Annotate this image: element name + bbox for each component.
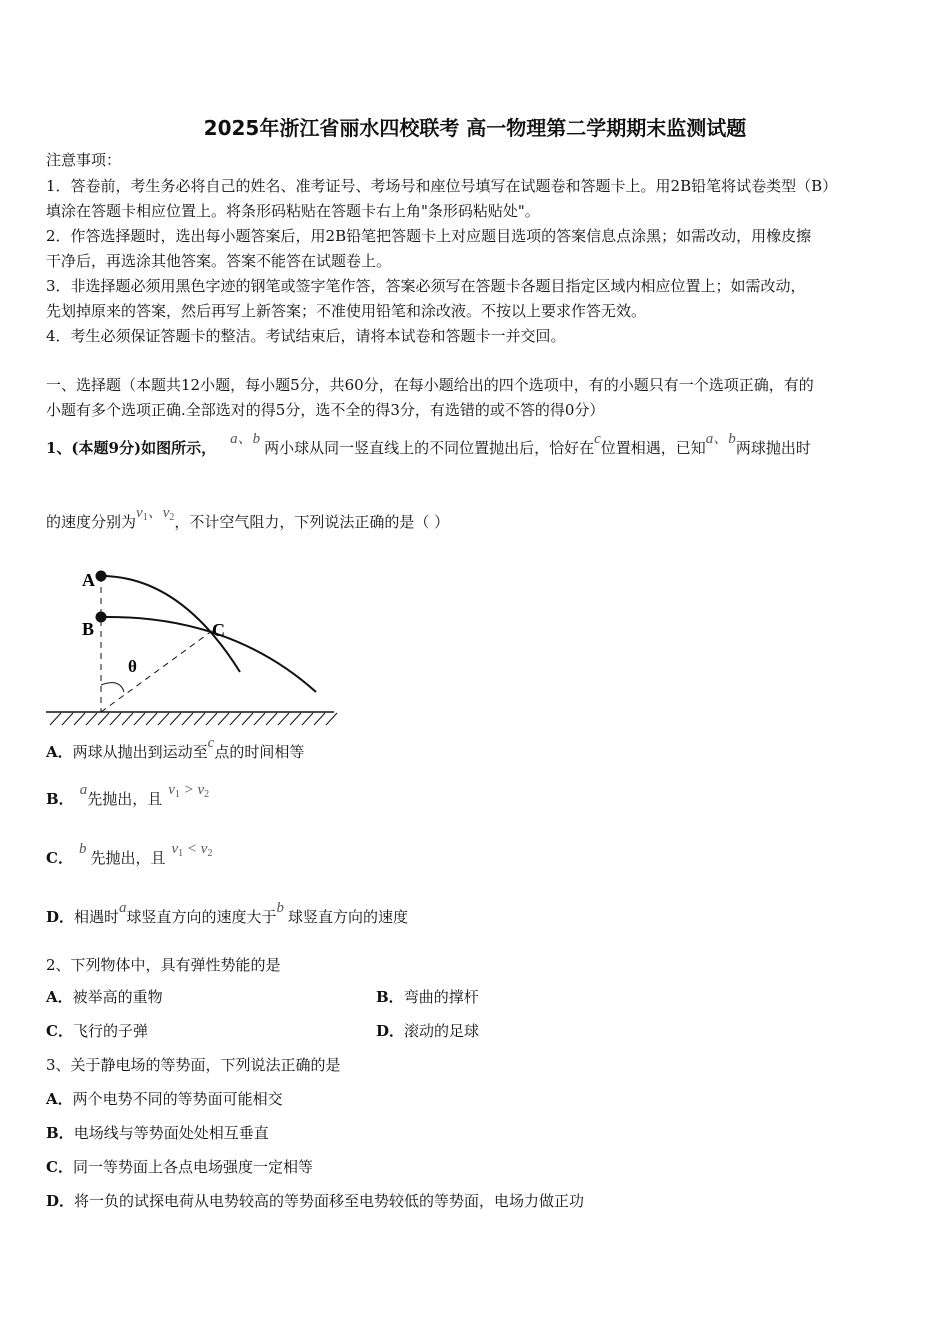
v-symbol: v (200, 841, 208, 857)
ball-a (96, 571, 107, 582)
option-text: 被举高的重物 (72, 988, 163, 1006)
option-label: C． (46, 1158, 73, 1176)
option-text: 滚动的足球 (404, 1022, 480, 1040)
option-text: 相遇时 (74, 908, 120, 926)
option-label: D． (46, 1192, 75, 1210)
q3-option-b[interactable] (46, 1123, 269, 1143)
option-label: A． (46, 988, 73, 1006)
hatch-line (122, 713, 133, 725)
v-symbol: v (168, 782, 175, 798)
option-label: D． (376, 1022, 405, 1040)
option-label: C． (46, 849, 73, 867)
option-label: B． (46, 1124, 74, 1142)
option-label: A． (46, 1090, 73, 1108)
hatch-line (74, 713, 85, 725)
option-label: B． (46, 790, 74, 808)
subscript: 2 (169, 512, 175, 523)
label-c: C (212, 620, 225, 640)
hatch-line (98, 713, 109, 725)
subscript: 1 (174, 789, 180, 800)
q1-var-c: c (594, 431, 601, 447)
q2-stem: 2、下列物体中，具有弹性势能的是 (46, 956, 281, 974)
theta-arc (101, 683, 124, 692)
subscript: 2 (204, 789, 210, 800)
notice-line: 先划掉原来的答案，然后再写上新答案；不准使用铅笔和涂改液。不按以上要求作答无效。 (46, 302, 647, 320)
hatch-line (218, 713, 229, 725)
v-symbol: v (162, 505, 170, 521)
hatch-line (62, 713, 73, 725)
q1-text: ，不计空气阻力，下列说法正确的是（ ） (174, 513, 450, 531)
hatch-line (134, 713, 145, 725)
subscript: 1 (142, 512, 148, 523)
option-label: D． (46, 908, 75, 926)
q1-stem-line1 (46, 431, 811, 459)
q1-stem-line2 (46, 505, 450, 538)
page-title: 2025年浙江省丽水四校联考 高一物理第二学期期末监测试题 (203, 116, 747, 140)
hatch-line (146, 713, 157, 725)
q1-figure (40, 560, 340, 730)
var-b: b (78, 841, 87, 857)
option-text: 先抛出，且 (90, 849, 166, 867)
notice-line: 1．答卷前，考生务必将自己的姓名、准考证号、考场号和座位号填写在试题卷和答题卡上。用2B铅笔将试卷类型（B） (46, 177, 838, 195)
hatch-line (278, 713, 289, 725)
q1-text: 位置相遇，已知 (600, 439, 706, 457)
option-text: 先抛出，且 (87, 790, 163, 808)
q1-var-v2 (163, 505, 175, 521)
q3-option-c[interactable] (46, 1157, 313, 1177)
option-text: 将一负的试探电荷从电势较高的等势面移至电势较低的等势面，电场力做正功 (74, 1192, 585, 1210)
q1-text: 的速度分别为 (46, 513, 137, 531)
notice-line: 干净后，再选涂其他答案。答案不能答在试题卷上。 (46, 252, 392, 270)
q2-option-b[interactable] (376, 987, 479, 1007)
hatch-line (206, 713, 217, 725)
q1-text: 两小球从同一竖直线上的不同位置抛出后，恰好在 (264, 439, 595, 457)
ground-hatch-lines (50, 713, 337, 725)
q1-var-ab: a、b (230, 431, 261, 447)
hatch-line (326, 713, 337, 725)
q1-var-v1 (136, 505, 148, 521)
option-label: B． (376, 988, 404, 1006)
q1-text: 两球抛出时 (735, 439, 811, 457)
label-a: A (82, 570, 95, 590)
hatch-line (230, 713, 241, 725)
q1-prefix: 1、(本题9分)如图所示， (46, 439, 217, 457)
notice-line: 2．作答选择题时，选出每小题答案后，用2B铅笔把答题卡上对应题目选项的答案信息点涂黑；如需改动，用橡皮擦 (46, 227, 812, 245)
v-symbol: v (171, 841, 179, 857)
hatch-line (290, 713, 301, 725)
q2-option-d[interactable] (376, 1021, 479, 1041)
q2-option-c[interactable] (46, 1021, 148, 1041)
q1-option-c[interactable] (46, 841, 213, 874)
slant-dashed-line (101, 628, 216, 712)
hatch-line (110, 713, 121, 725)
hatch-line (86, 713, 97, 725)
hatch-line (314, 713, 325, 725)
section-heading-cont: 小题有多个选项正确.全部选对的得5分，选不全的得3分，有选错的或不答的得0分） (46, 401, 605, 419)
hatch-line (266, 713, 277, 725)
q1-option-b[interactable] (46, 782, 210, 815)
option-label: A． (46, 743, 73, 761)
q1-option-d[interactable] (46, 900, 409, 928)
notice-line: 4．考生必须保证答题卡的整洁。考试结束后，请将本试卷和答题卡一并交回。 (46, 327, 566, 345)
option-text: 弯曲的撑杆 (403, 988, 479, 1006)
subscript: 1 (178, 848, 184, 859)
hatch-line (302, 713, 313, 725)
v-symbol: v (136, 505, 143, 521)
v-symbol: v (197, 782, 205, 798)
q1-var-ab: a、b (705, 431, 736, 447)
hatch-line (194, 713, 205, 725)
option-text: 电场线与等势面处处相互垂直 (73, 1124, 269, 1142)
q1-option-a[interactable] (46, 735, 305, 763)
hatch-line (254, 713, 265, 725)
option-text: 球竖直方向的速度大于 (126, 908, 277, 926)
option-text: 飞行的子弹 (72, 1022, 148, 1040)
q3-stem: 3、关于静电场的等势面，下列说法正确的是 (46, 1056, 341, 1074)
label-b: B (82, 619, 95, 639)
separator: 、 (147, 505, 163, 521)
subscript: 2 (207, 848, 213, 859)
hatch-line (158, 713, 169, 725)
relation-symbol: > (183, 782, 194, 798)
hatch-line (50, 713, 61, 725)
label-theta: θ (128, 657, 137, 676)
option-text: 同一等势面上各点电场强度一定相等 (72, 1158, 313, 1176)
option-text: 球竖直方向的速度 (288, 908, 409, 926)
ball-b (96, 612, 107, 623)
hatch-line (242, 713, 253, 725)
var-b: b (276, 900, 285, 916)
q3-option-a[interactable] (46, 1089, 283, 1109)
section-heading: 一、选择题（本题共12小题，每小题5分，共60分，在每小题给出的四个选项中，有的小题只有一个选项正确，有的 (46, 376, 814, 394)
hatch-line (170, 713, 181, 725)
notice-line: 填涂在答题卡相应位置上。将条形码粘贴在答题卡右上角"条形码粘贴处"。 (46, 202, 540, 220)
q3-option-d[interactable] (46, 1191, 584, 1211)
option-label: C． (46, 1022, 73, 1040)
option-text: 点的时间相等 (214, 743, 305, 761)
relation-symbol: < (186, 841, 198, 857)
hatch-line (182, 713, 193, 725)
option-text: 两个电势不同的等势面可能相交 (72, 1090, 283, 1108)
notice-heading: 注意事项： (46, 151, 122, 169)
var-a: a (119, 900, 127, 916)
relation (171, 841, 212, 857)
notice-line: 3．非选择题必须用黑色字迹的钢笔或签字笔作答，答案必须写在答题卡各题目指定区域内相应位置上；如需改动， (46, 277, 806, 295)
q2-option-a[interactable] (46, 987, 163, 1007)
var-a: a (79, 782, 88, 798)
option-text: 两球从抛出到运动至 (72, 743, 208, 761)
relation (168, 782, 209, 798)
var-c: c (207, 735, 215, 751)
